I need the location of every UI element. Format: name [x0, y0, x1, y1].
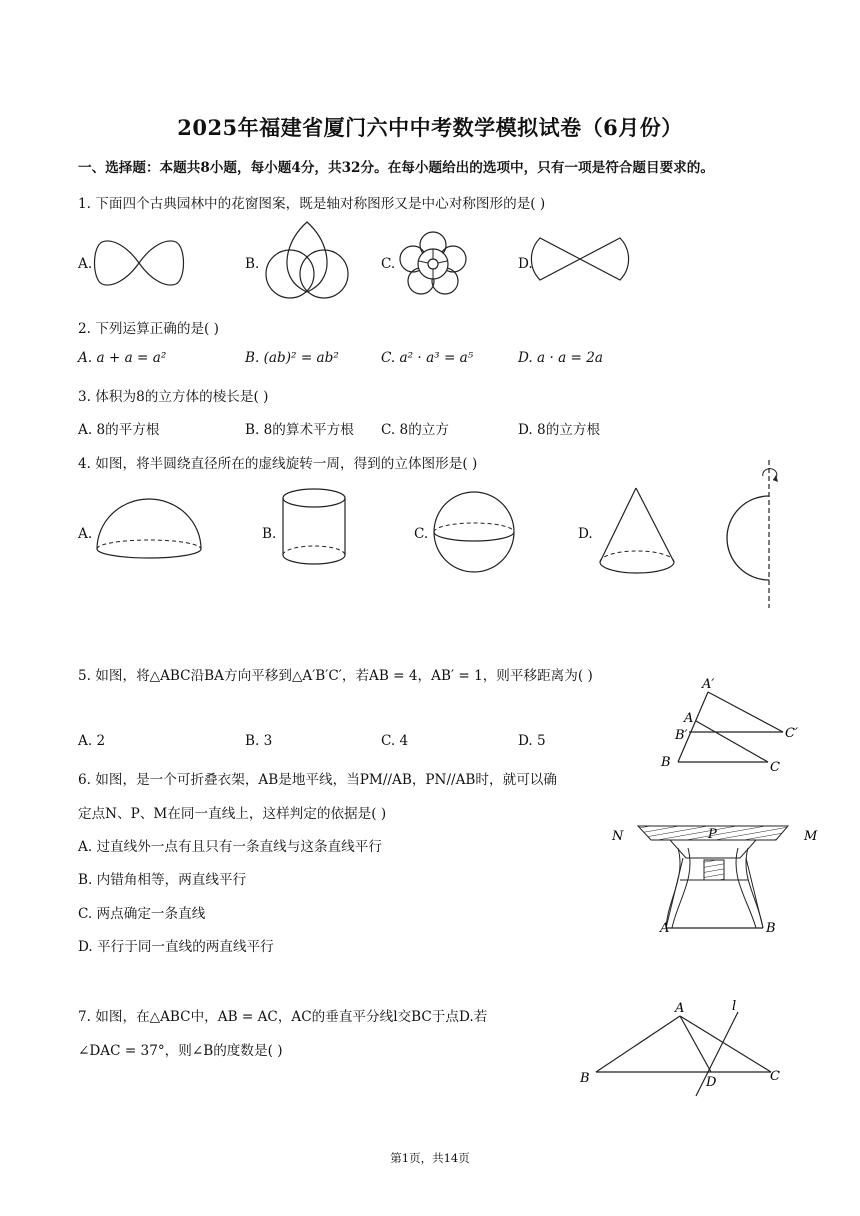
q2-option-d: D. a · a = 2a [518, 350, 604, 366]
q3-option-c: C. 8的立方 [381, 422, 449, 438]
label-n: N [612, 829, 624, 844]
q1-option-d-label: D. [518, 256, 533, 272]
q5-option-b: B. 3 [245, 733, 273, 749]
page-title: 2025年福建省厦门六中中考数学模拟试卷（6月份） [177, 115, 683, 140]
label-b-prime: B′ [675, 728, 688, 743]
q3-option-a: A. 8的平方根 [78, 422, 160, 438]
label-m: M [804, 829, 818, 844]
label-b: B [661, 755, 671, 770]
q2-option-b: B. (ab)² = ab² [245, 350, 339, 366]
q5-option-c: C. 4 [381, 733, 409, 749]
question-1-stem: 1. 下面四个古典园林中的花窗图案，既是轴对称图形又是中心对称图形的是( ) [78, 196, 546, 212]
q6-option-b: B. 内错角相等，两直线平行 [78, 872, 247, 888]
label-p: P [708, 827, 717, 842]
q4-option-b-label: B. [262, 526, 277, 542]
q3-option-b: B. 8的算术平方根 [245, 422, 354, 438]
q2-option-a: A. a + a = a² [78, 350, 167, 366]
hemisphere-figure [95, 497, 203, 559]
q5-option-a: A. 2 [78, 733, 106, 749]
question-3-stem: 3. 体积为8的立方体的棱长是( ) [78, 389, 269, 405]
question-2-stem: 2. 下列运算正确的是( ) [78, 321, 219, 337]
q6-option-a: A. 过直线外一点有且只有一条直线与这条直线平行 [78, 839, 382, 855]
question-7-stem-line2: ∠DAC = 37°，则∠B的度数是( ) [78, 1043, 283, 1059]
question-7-stem-line1: 7. 如图，在△ABC中，AB = AC，AC的垂直平分线l交BC于点D.若 [78, 1009, 488, 1025]
semicircle-rotation-figure [724, 458, 784, 610]
translation-triangle-figure [658, 674, 808, 778]
label-c-prime: C′ [785, 726, 798, 741]
label-b: B [580, 1071, 590, 1086]
q4-option-c-label: C. [414, 526, 429, 542]
sphere-figure [432, 490, 516, 574]
q1-option-a-label: A. [78, 256, 93, 272]
q1-option-b-label: B. [245, 256, 260, 272]
label-d: D [706, 1075, 717, 1090]
isosceles-triangle-figure [576, 1000, 786, 1100]
cone-figure [598, 486, 678, 578]
question-5-stem: 5. 如图，将△ABC沿BA方向平移到△A′B′C′，若AB = 4，AB′ = 1，则平移距离为( ) [78, 668, 593, 684]
q6-option-c: C. 两点确定一条直线 [78, 906, 206, 922]
q1-option-c-label: C. [381, 256, 396, 272]
label-c: C [770, 1069, 780, 1084]
label-a-prime: A′ [702, 677, 715, 692]
page-footer: 第1页，共14页 [390, 1151, 470, 1165]
q4-option-d-label: D. [578, 526, 593, 542]
triquetra-window-figure [262, 220, 352, 302]
cylinder-figure [281, 487, 349, 567]
label-c: C [770, 760, 780, 775]
folding-rack-figure [608, 818, 820, 940]
question-6-stem-line2: 定点N、P、M在同一直线上，这样判定的依据是( ) [78, 806, 387, 822]
label-l: l [732, 999, 737, 1014]
label-a: A [675, 1001, 685, 1016]
label-b: B [766, 921, 776, 936]
label-a: A [660, 921, 670, 936]
lemniscate-window-figure [92, 238, 187, 288]
q3-option-d: D. 8的立方根 [518, 422, 601, 438]
label-a: A [684, 711, 694, 726]
flower-window-figure [398, 232, 468, 294]
section-heading: 一、选择题：本题共8小题，每小题4分，共32分。在每小题给出的选项中，只有一项是符合题目要求的。 [78, 160, 714, 176]
question-4-stem: 4. 如图，将半圆绕直径所在的虚线旋转一周，得到的立体图形是( ) [78, 456, 478, 472]
bowtie-window-figure [536, 236, 624, 282]
q4-option-a-label: A. [78, 526, 93, 542]
question-6-stem-line1: 6. 如图，是一个可折叠衣架，AB是地平线，当PM//AB，PN//AB时，就可以确 [78, 772, 557, 788]
q2-option-c: C. a² · a³ = a⁵ [381, 350, 474, 366]
q6-option-d: D. 平行于同一直线的两直线平行 [78, 939, 274, 955]
q5-option-d: D. 5 [518, 733, 546, 749]
